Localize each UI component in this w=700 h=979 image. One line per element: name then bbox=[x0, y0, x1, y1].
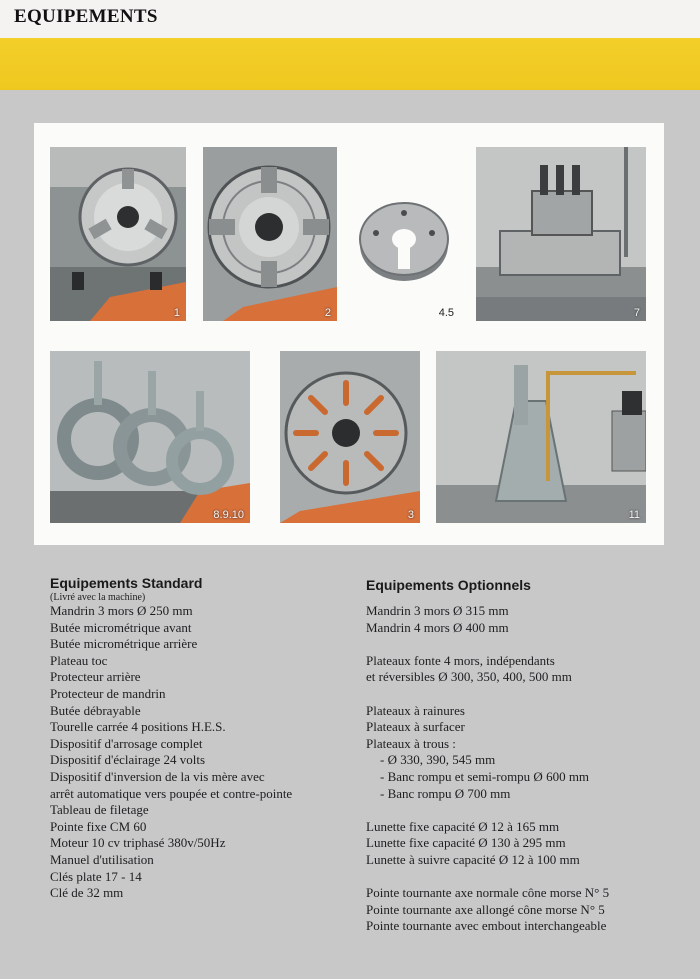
list-item: Pointe tournante avec embout interchangeable bbox=[366, 918, 607, 934]
list-item: Plateaux à trous : bbox=[366, 735, 456, 751]
yellow-banner bbox=[0, 38, 700, 90]
tool-post-image bbox=[476, 147, 646, 321]
header-band bbox=[0, 0, 700, 38]
list-item: Tourelle carrée 4 positions H.E.S. bbox=[50, 719, 226, 735]
list-item: Pointe tournante axe normale cône morse N° 5 bbox=[366, 885, 610, 901]
slotted-plate-image bbox=[280, 351, 420, 523]
photo-number: 1 bbox=[173, 307, 180, 319]
list-spacer bbox=[366, 686, 686, 703]
photo-number: 4.5 bbox=[438, 307, 454, 319]
chuck-4-jaw-image bbox=[203, 147, 337, 321]
list-item: Lunette à suivre capacité Ø 12 à 100 mm bbox=[366, 851, 580, 867]
list-item: Protecteur arrière bbox=[50, 669, 141, 685]
list-spacer bbox=[366, 636, 686, 653]
list-item: Mandrin 3 mors Ø 315 mm bbox=[366, 603, 509, 618]
list-item: Mandrin 3 mors Ø 250 mm bbox=[50, 603, 193, 618]
list-item: Butée débrayable bbox=[50, 702, 141, 718]
list-spacer bbox=[366, 802, 686, 819]
list-item: Lunette fixe capacité Ø 12 à 165 mm bbox=[366, 818, 560, 834]
list-subitem: - Ø 330, 390, 545 mm bbox=[380, 752, 496, 768]
photo-chuck-4-jaw bbox=[203, 147, 337, 321]
steady-rests-image bbox=[50, 351, 250, 523]
list-item: Pointe tournante axe allongé cône morse N° 5 bbox=[366, 901, 605, 917]
photo-number: 11 bbox=[628, 509, 640, 521]
photo-panel bbox=[34, 123, 664, 545]
chuck-3-jaw-image bbox=[50, 147, 186, 321]
photo-slotted-plate bbox=[280, 351, 420, 523]
list-item: Pointe fixe CM 60 bbox=[50, 818, 147, 834]
list-item: Lunette fixe capacité Ø 130 à 295 mm bbox=[366, 835, 566, 851]
photo-tool-post bbox=[476, 147, 646, 321]
photo-chuck-3-jaw bbox=[50, 147, 186, 321]
list-item: Butée micrométrique avant bbox=[50, 619, 192, 635]
plate-toc-image bbox=[352, 147, 460, 321]
standard-note: (Livré avec la machine) bbox=[50, 592, 146, 603]
photo-number: 3 bbox=[407, 509, 414, 521]
standard-list bbox=[50, 603, 360, 902]
list-item: Plateaux fonte 4 mors, indépendants bbox=[366, 652, 555, 668]
photo-number: 8.9.10 bbox=[213, 509, 244, 521]
photo-steady-rests bbox=[50, 351, 250, 523]
list-item: Plateau toc bbox=[50, 652, 108, 668]
list-item: Dispositif d'arrosage complet bbox=[50, 735, 203, 751]
list-item: Plateaux à surfacer bbox=[366, 719, 465, 735]
list-item: Clé de 32 mm bbox=[50, 885, 124, 901]
list-item: Tableau de filetage bbox=[50, 802, 149, 818]
list-item: Dispositif d'éclairage 24 volts bbox=[50, 752, 206, 768]
photo-follow-rest bbox=[436, 351, 646, 523]
optional-list bbox=[366, 603, 686, 935]
photo-plate-toc bbox=[352, 147, 460, 321]
list-item: Manuel d'utilisation bbox=[50, 851, 154, 867]
page-title: EQUIPEMENTS bbox=[14, 6, 158, 27]
optional-equipment bbox=[366, 577, 686, 935]
photo-number: 7 bbox=[633, 307, 640, 319]
list-item: et réversibles Ø 300, 350, 400, 500 mm bbox=[366, 669, 572, 685]
list-spacer bbox=[366, 869, 686, 886]
list-subitem: - Banc rompu Ø 700 mm bbox=[380, 785, 511, 801]
optional-title: Equipements Optionnels bbox=[366, 577, 531, 593]
list-item: Butée micrométrique arrière bbox=[50, 636, 198, 652]
list-subitem: - Banc rompu et semi-rompu Ø 600 mm bbox=[380, 768, 590, 784]
standard-title: Equipements Standard bbox=[50, 575, 203, 591]
list-item: arrêt automatique vers poupée et contre-pointe bbox=[50, 785, 293, 801]
list-item: Protecteur de mandrin bbox=[50, 685, 166, 701]
standard-equipment bbox=[50, 575, 360, 902]
list-item: Clés plate 17 - 14 bbox=[50, 868, 142, 884]
list-item: Mandrin 4 mors Ø 400 mm bbox=[366, 619, 509, 635]
photo-number: 2 bbox=[324, 307, 331, 319]
list-item: Dispositif d'inversion de la vis mère avec bbox=[50, 768, 265, 784]
list-item: Plateaux à rainures bbox=[366, 702, 465, 718]
list-item: Moteur 10 cv triphasé 380v/50Hz bbox=[50, 835, 226, 851]
follow-rest-image bbox=[436, 351, 646, 523]
